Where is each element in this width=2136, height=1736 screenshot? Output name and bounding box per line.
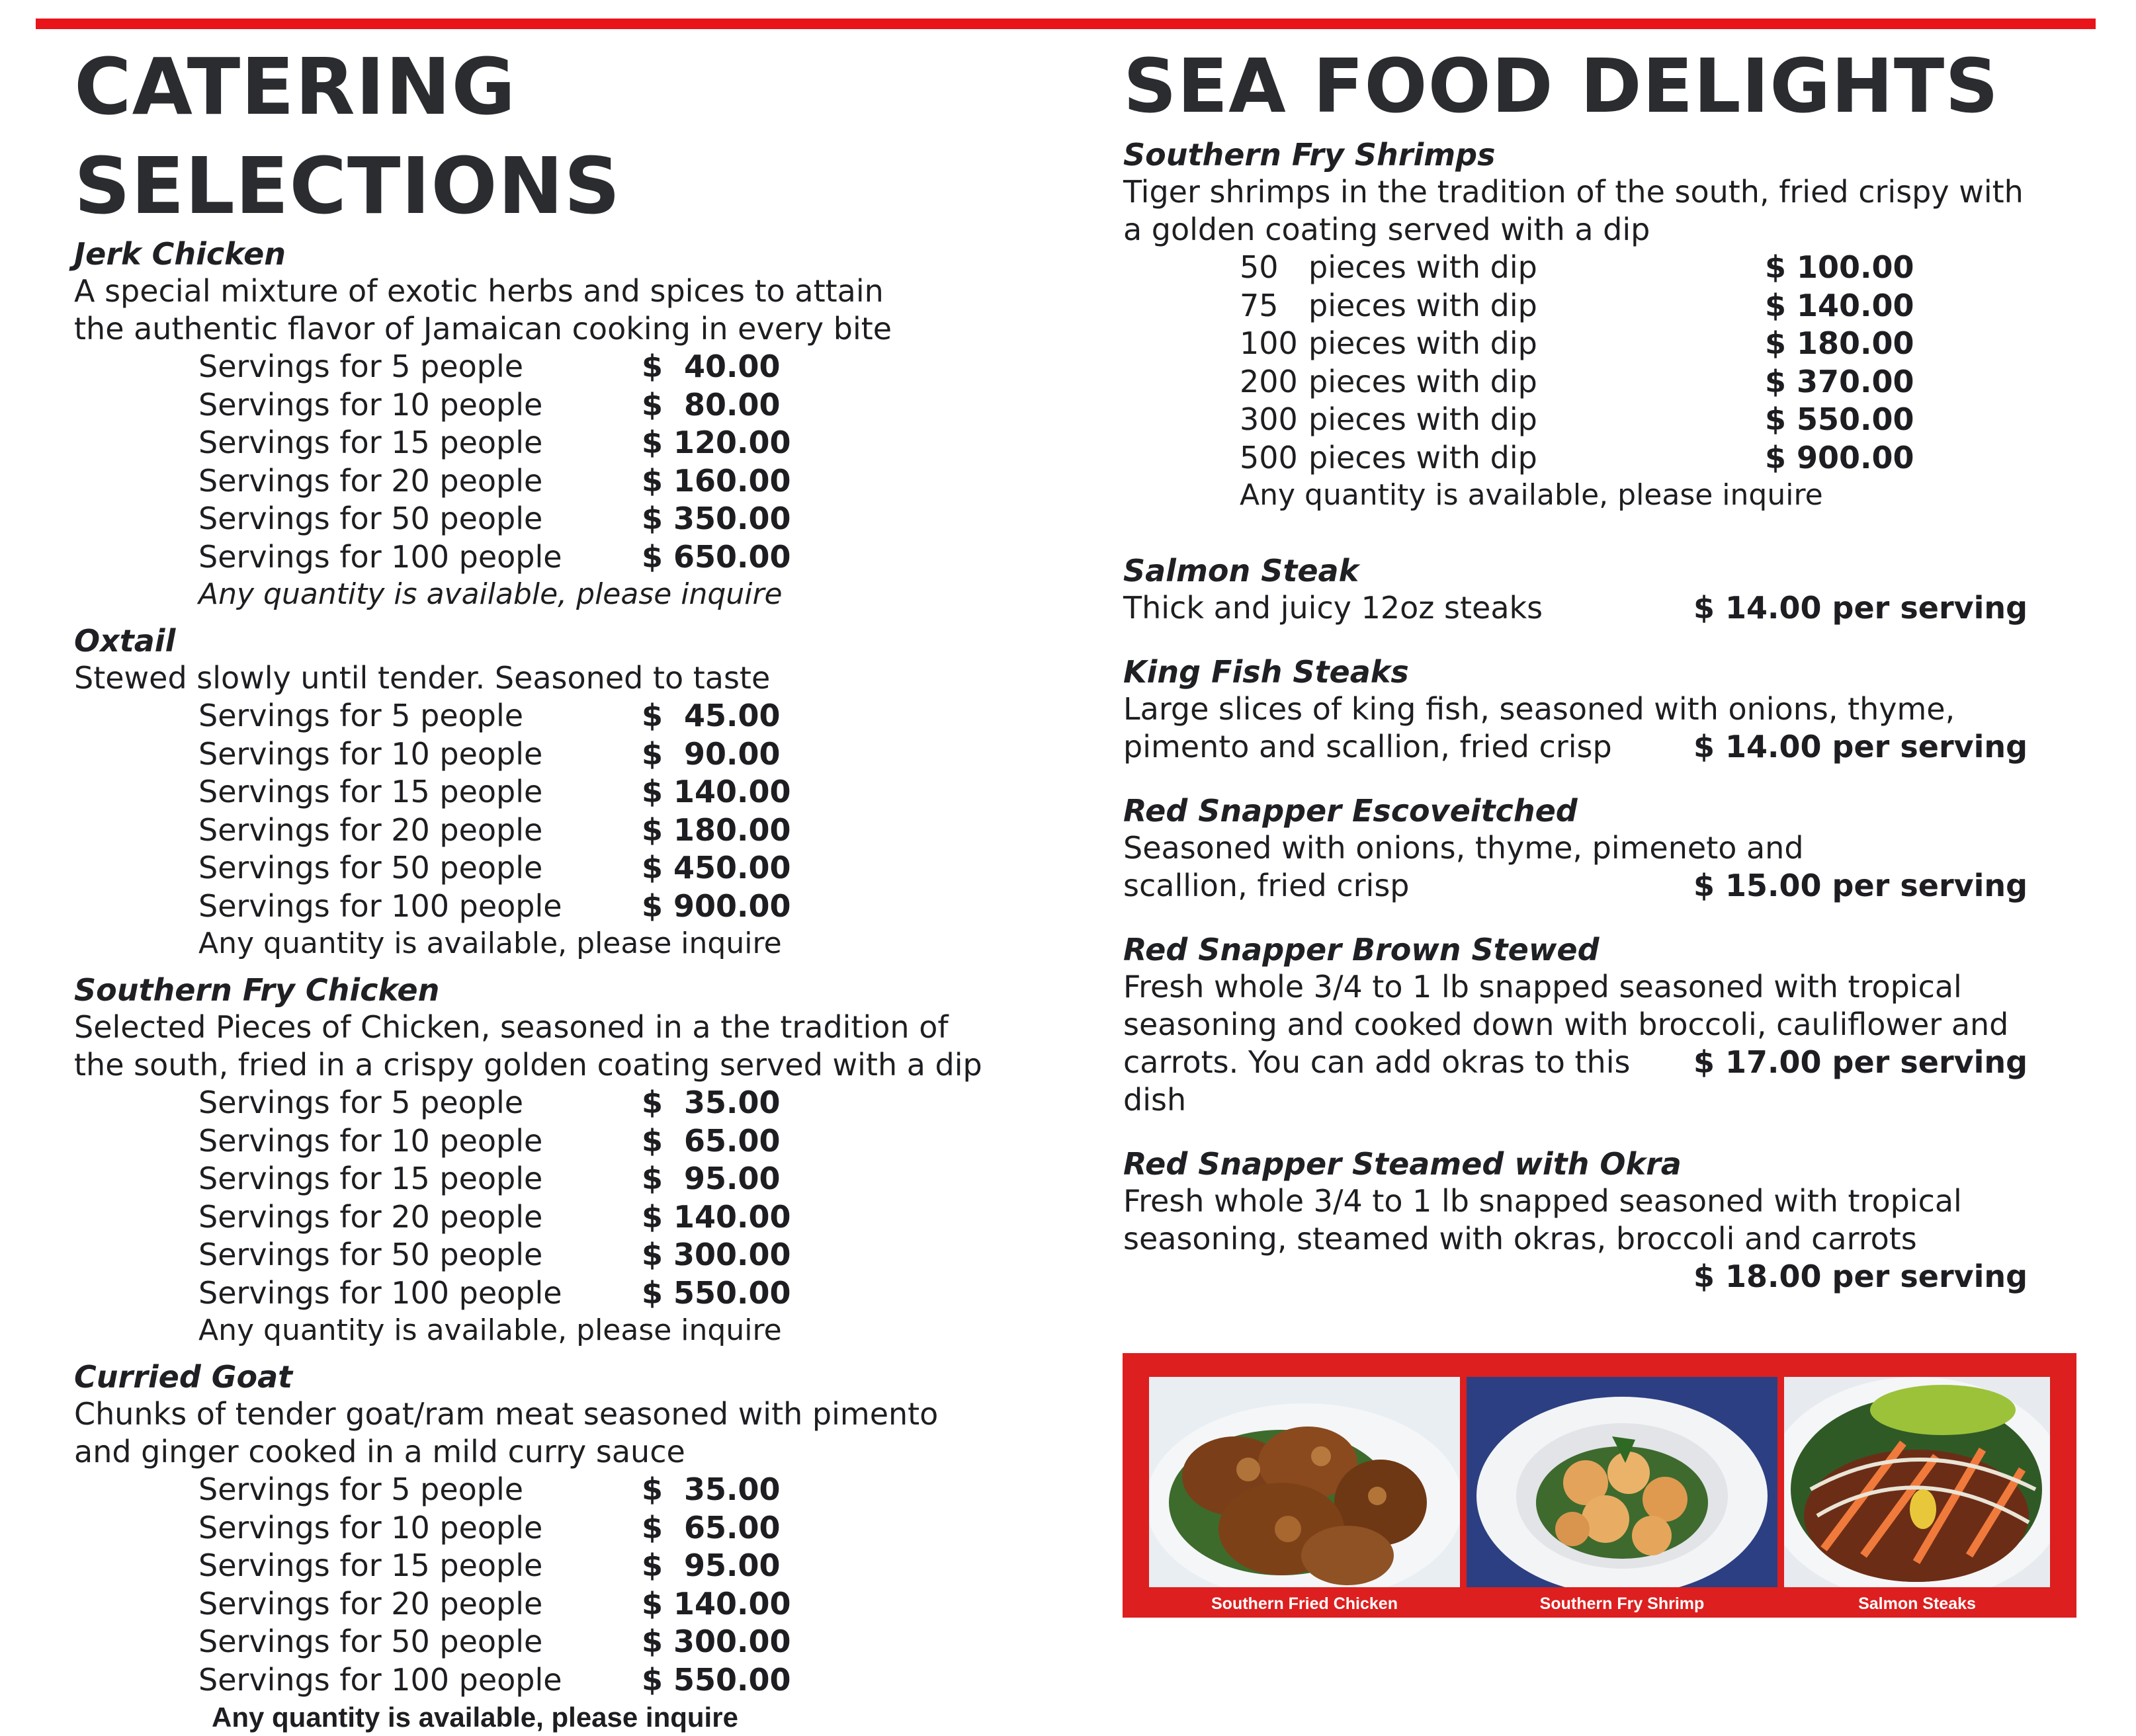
item-desc-line: carrots. You can add okras to this dish [1123, 1044, 1631, 1118]
price-value: $ 650.00 [642, 538, 791, 575]
price-row [74, 697, 1066, 735]
photo-caption: Southern Fried Chicken [1211, 1594, 1398, 1613]
item-name: Red Snapper Steamed with Okra [1123, 1146, 1682, 1182]
price-row [74, 538, 1066, 577]
price-value: $ 140.00 [642, 1585, 791, 1622]
menu-item-red-snapper-escoveitched [1123, 792, 2049, 905]
item-desc-line: Fresh whole 3/4 to 1 lb snapped seasoned with tropical [1123, 1183, 1962, 1219]
catering-title: CATERING SELECTIONS [74, 41, 621, 231]
price-label: pieces with dip [1308, 439, 1537, 475]
price-label: Servings for 5 people [198, 1471, 524, 1507]
price-row [74, 424, 1066, 462]
price-label: Servings for 15 people [198, 774, 543, 809]
item-name: Jerk Chicken [74, 236, 286, 272]
price-label: Servings for 15 people [198, 425, 543, 460]
item-name: Southern Fry Chicken [74, 972, 440, 1008]
price-label: Servings for 15 people [198, 1161, 543, 1196]
quantity-note: Any quantity is available, please inquire [198, 1313, 782, 1347]
price-row [74, 1471, 1066, 1509]
price-value: $ 180.00 [642, 811, 791, 848]
price-label: Servings for 10 people [198, 1509, 543, 1546]
price-value: $ 300.00 [642, 1624, 791, 1659]
price-row [74, 1661, 1066, 1700]
piece-count: 200 [1240, 363, 1298, 399]
price-label: Servings for 50 people [198, 850, 543, 886]
desc-with-price [1123, 728, 2049, 766]
photo-caption: Southern Fry Shrimp [1539, 1594, 1705, 1613]
price-row [74, 1509, 1066, 1548]
price-label: pieces with dip [1308, 249, 1537, 285]
quantity-note: Any quantity is available, please inquire [212, 1702, 738, 1733]
price-label: Servings for 100 people [198, 1661, 562, 1698]
menu-item-curried-goat [74, 1358, 1066, 1736]
item-name: Curried Goat [74, 1359, 293, 1395]
item-name: Red Snapper Brown Stewed [1123, 932, 1600, 968]
piece-count: 500 [1240, 439, 1298, 475]
item-desc-line: Chunks of tender goat/ram meat seasoned with pimento [74, 1396, 939, 1432]
price-row [74, 773, 1066, 811]
price-value: $ 550.00 [642, 1661, 791, 1698]
price-value: $ 550.00 [642, 1274, 791, 1311]
price-label: Servings for 50 people [198, 501, 543, 536]
price-value: $ 80.00 [642, 386, 781, 423]
menu-item-salmon-steak [1123, 552, 2049, 627]
price-row [74, 462, 1066, 501]
seafood-title: SEA FOOD DELIGHTS [1123, 44, 1999, 130]
item-desc-line: a golden coating served with a dip [1123, 212, 1650, 247]
price-row [1123, 401, 2049, 439]
price-row [74, 1274, 1066, 1313]
catering-column [74, 37, 1066, 1736]
item-desc-line: seasoning and cooked down with broccoli, cauliflower and [1123, 1007, 2009, 1042]
price-label: pieces with dip [1308, 363, 1537, 399]
item-desc-line: scallion, fried crisp [1123, 868, 1410, 903]
price-label: pieces with dip [1308, 401, 1537, 437]
price-value: $ 65.00 [642, 1122, 781, 1159]
item-desc-line: A special mixture of exotic herbs and spices to attain [74, 273, 884, 309]
price-value: $ 95.00 [642, 1548, 781, 1583]
menu-item-jerk-chicken [74, 235, 1066, 613]
price-value: $ 95.00 [642, 1161, 781, 1196]
price-value: $ 160.00 [642, 462, 791, 499]
price-label: Servings for 15 people [198, 1548, 543, 1583]
price-value: $ 350.00 [642, 501, 791, 536]
fried-chicken-photo [1149, 1377, 1460, 1587]
price-label: Servings for 100 people [198, 1274, 562, 1311]
price-value: $ 300.00 [642, 1237, 791, 1272]
item-desc-line: the authentic flavor of Jamaican cooking in every bite [74, 311, 892, 347]
price-value: $ 90.00 [642, 735, 781, 772]
price-row [74, 1084, 1066, 1122]
price-row [1123, 439, 2049, 477]
price-row [1123, 287, 2049, 325]
price-value: $ 370.00 [1765, 363, 1914, 399]
price-row [74, 500, 1066, 538]
price-value: $ 180.00 [1765, 325, 1914, 361]
menu-item-king-fish-steaks [1123, 653, 2049, 766]
item-desc-line: Fresh whole 3/4 to 1 lb snapped seasoned with tropical [1123, 969, 1962, 1005]
price-value: $ 100.00 [1765, 249, 1914, 285]
price-value: $ 120.00 [642, 425, 791, 460]
item-desc-line: seasoning, steamed with okras, broccoli and carrots [1123, 1221, 1917, 1257]
price-row [74, 1160, 1066, 1198]
price-label: Servings for 100 people [198, 888, 562, 924]
price-label: Servings for 20 people [198, 811, 543, 848]
salmon-steak-photo [1784, 1377, 2050, 1587]
price-value: $ 550.00 [1765, 401, 1914, 437]
desc-with-price [1123, 1044, 2049, 1119]
price-label: pieces with dip [1308, 325, 1537, 361]
price-value: $ 140.00 [642, 1198, 791, 1235]
price-label: pieces with dip [1308, 287, 1537, 323]
price-row [74, 1623, 1066, 1661]
price-row [1123, 249, 2049, 287]
price-label: Servings for 5 people [198, 698, 524, 733]
price-value: $ 45.00 [642, 698, 781, 733]
top-red-rule [36, 19, 2096, 29]
menu-item-southern-fry-shrimps [1123, 136, 2049, 514]
item-desc-line: Large slices of king fish, seasoned with onions, thyme, [1123, 691, 1955, 727]
price-row [74, 348, 1066, 386]
price-value: $ 140.00 [1765, 287, 1914, 323]
item-desc-line: the south, fried in a crispy golden coating served with a dip [74, 1047, 982, 1083]
item-desc-line: Stewed slowly until tender. Seasoned to taste [74, 660, 771, 696]
item-name: Oxtail [74, 623, 176, 659]
price-row [74, 1236, 1066, 1274]
item-desc-line: and ginger cooked in a mild curry sauce [74, 1434, 685, 1469]
quantity-note: Any quantity is available, please inquire [198, 577, 783, 611]
item-name: Salmon Steak [1123, 553, 1359, 589]
fry-shrimp-photo [1467, 1377, 1777, 1587]
price-row [1123, 363, 2049, 401]
quantity-note: Any quantity is available, please inquire [198, 927, 782, 960]
price-value: $ 65.00 [642, 1509, 781, 1546]
price-label: Servings for 5 people [198, 349, 524, 384]
price-label: Servings for 50 people [198, 1237, 543, 1272]
price-label: Servings for 20 people [198, 1585, 543, 1622]
price-row [74, 849, 1066, 888]
price-row [74, 1122, 1066, 1161]
item-desc-line: pimento and scallion, fried crisp [1123, 729, 1612, 765]
price-label: Servings for 50 people [198, 1624, 543, 1659]
seafood-column [1123, 37, 2049, 1322]
price-value: $ 17.00 per serving [1693, 1044, 2028, 1080]
price-value: $ 14.00 per serving [1693, 729, 2028, 765]
desc-with-price [1123, 867, 2049, 905]
price-row [74, 735, 1066, 774]
piece-count: 50 [1240, 249, 1279, 285]
price-row [74, 1547, 1066, 1585]
price-row [74, 1198, 1066, 1237]
price-row [74, 1585, 1066, 1624]
price-label: Servings for 10 people [198, 386, 543, 423]
menu-item-red-snapper-steamed-okra [1123, 1145, 2049, 1296]
price-label: Servings for 10 people [198, 1122, 543, 1159]
item-name: Red Snapper Escoveitched [1123, 793, 1578, 829]
desc-with-price [1123, 589, 2049, 627]
item-name: Southern Fry Shrimps [1123, 137, 1496, 173]
quantity-note: Any quantity is available, please inquire [1240, 478, 1823, 512]
item-name: King Fish Steaks [1123, 654, 1409, 690]
price-label: Servings for 20 people [198, 1198, 543, 1235]
price-value: $ 15.00 per serving [1693, 868, 2028, 903]
price-value: $ 900.00 [642, 888, 791, 924]
price-value: $ 450.00 [642, 850, 791, 886]
price-label: Servings for 10 people [198, 735, 543, 772]
price-value: $ 14.00 per serving [1693, 590, 2028, 626]
item-desc-line: Seasoned with onions, thyme, pimeneto and [1123, 830, 1804, 866]
piece-count: 100 [1240, 325, 1298, 361]
price-value: $ 35.00 [642, 1085, 781, 1120]
piece-count: 75 [1240, 287, 1279, 323]
price-row [74, 888, 1066, 926]
food-photo-strip [1123, 1353, 2076, 1618]
price-label: Servings for 100 people [198, 538, 562, 575]
item-desc-line: Thick and juicy 12oz steaks [1123, 590, 1543, 626]
price-value: $ 18.00 per serving [1693, 1259, 2028, 1294]
piece-count: 300 [1240, 401, 1298, 437]
photo-caption: Salmon Steaks [1858, 1594, 1976, 1613]
menu-item-red-snapper-brown-stewed [1123, 931, 2049, 1119]
item-desc-line: Tiger shrimps in the tradition of the south, fried crispy with [1123, 174, 2024, 210]
item-desc-line: Selected Pieces of Chicken, seasoned in a the tradition of [74, 1009, 949, 1045]
menu-item-southern-fry-chicken [74, 971, 1066, 1349]
menu-item-oxtail [74, 622, 1066, 962]
price-value: $ 40.00 [642, 349, 781, 384]
price-value: $ 140.00 [642, 774, 791, 809]
price-row [74, 386, 1066, 425]
price-value: $ 35.00 [642, 1471, 781, 1507]
price-row [74, 811, 1066, 850]
price-label: Servings for 20 people [198, 462, 543, 499]
price-value: $ 900.00 [1765, 439, 1914, 475]
price-row [1123, 325, 2049, 363]
price-label: Servings for 5 people [198, 1085, 524, 1120]
